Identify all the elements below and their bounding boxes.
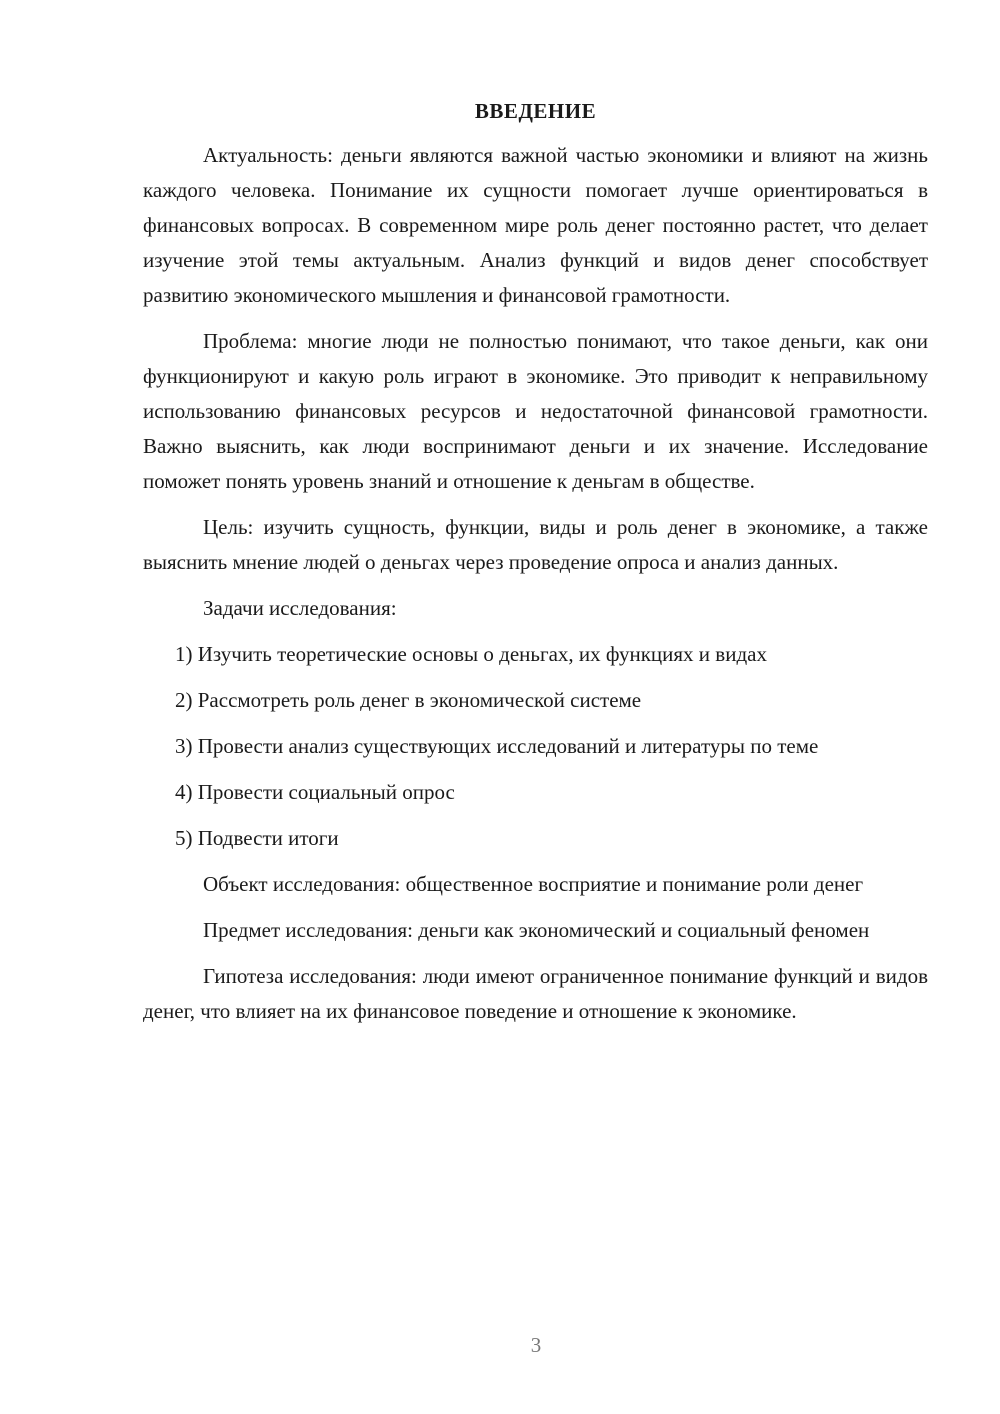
paragraph-subject: Предмет исследования: деньги как экономический и социальный феномен [203, 918, 870, 942]
tasks-heading: Задачи исследования: [203, 596, 397, 620]
task-item-2: 2) Рассмотреть роль денег в экономической системе [175, 688, 642, 712]
page-number: 3 [530, 1333, 542, 1357]
paragraph-relevance: Актуальность: деньги являются важной частью экономики и влияют на жизнь каждого человека. Понимание их сущности помогает лучше ориентироваться в финансовых вопросах. В современном мире роль денег постоянно растет, что делает изучение этой темы актуальным. Анализ функций и видов денег способствует развитию экономического мышления и финансовой грамотности. [143, 143, 928, 307]
page-content [143, 96, 928, 1029]
task-item-3: 3) Провести анализ существующих исследований и литературы по теме [175, 734, 819, 758]
task-item-5: 5) Подвести итоги [175, 826, 339, 850]
paragraph-problem: Проблема: многие люди не полностью понимают, что такое деньги, как они функционируют и какую роль играют в экономике. Это приводит к неправильному использованию финансовых ресурсов и недостаточной финансовой грамотности. Важно выяснить, как люди воспринимают деньги и их значение. Исследование поможет понять уровень знаний и отношение к деньгам в обществе. [143, 329, 928, 493]
paragraph-goal: Цель: изучить сущность, функции, виды и роль денег в экономике, а также выяснить мнение людей о деньгах через проведение опроса и анализ данных. [143, 515, 928, 574]
task-item-4: 4) Провести социальный опрос [175, 780, 455, 804]
task-item-1: 1) Изучить теоретические основы о деньгах, их функциях и видах [175, 642, 767, 666]
paragraph-hypothesis: Гипотеза исследования: люди имеют ограниченное понимание функций и видов денег, что влияет на их финансовое поведение и отношение к экономике. [143, 964, 928, 1023]
paragraph-object: Объект исследования: общественное восприятие и понимание роли денег [203, 872, 864, 896]
page-title: ВВЕДЕНИЕ [474, 99, 597, 123]
